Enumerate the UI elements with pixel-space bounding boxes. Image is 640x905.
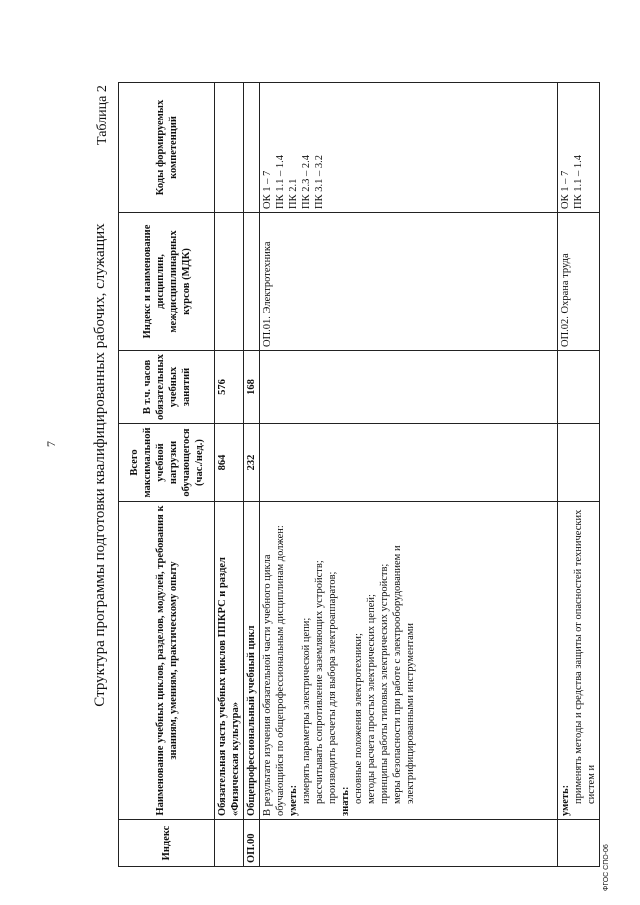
op01-znat-item: принципы работы типовых электрических устройств; (379, 563, 390, 804)
op01-znat-item: меры безопасности при работе с электрооборудованием и электрифицированными инструментами (392, 545, 416, 804)
competency-code: ПК 1.1 – 1.4 (573, 155, 584, 209)
header-name: Наименование учебных циклов, разделов, модулей, требования к знаниям, умениям, практическому опыту (119, 502, 215, 820)
op01-umet-label: уметь: (288, 784, 299, 816)
structure-table (118, 82, 600, 867)
header-mandatory: В т.ч. часов обязательных учебных занятий (119, 351, 215, 424)
row-op-total: 232 (244, 424, 260, 502)
table-row (244, 83, 260, 867)
row-mandatory-part-mandatory: 576 (215, 351, 244, 424)
competency-code: ПК 2.3 – 2.4 (301, 155, 312, 209)
op01-requirements (260, 502, 558, 820)
op01-znat-label: знать: (340, 786, 351, 816)
header-competencies: Коды формируемых компетенций (119, 83, 215, 213)
op02-umet-item: применять методы и средства защиты от опасностей технических систем и (573, 509, 597, 804)
op01-discipline: ОП.01. Электротехника (260, 213, 558, 351)
competency-code: ОК 1 – 7 (560, 170, 571, 209)
table-label: Таблица 2 (95, 85, 110, 145)
header-discipline: Индекс и наименование дисциплин, междисциплинарных курсов (МДК) (119, 213, 215, 351)
op02-requirements (558, 502, 600, 820)
competency-code: ПК 1.1 – 1.4 (275, 155, 286, 209)
op01-znat-item: методы расчета простых электрических цепей; (366, 594, 377, 804)
competency-code: ПК 3.1 – 3.2 (314, 155, 325, 209)
table-header-row (119, 83, 215, 867)
competency-code: ОК 1 – 7 (262, 170, 273, 209)
op01-umet-item: рассчитывать сопротивление заземляющих устройств; (314, 560, 325, 804)
competency-code: ПК 2.1 (288, 178, 299, 209)
table-row (260, 83, 558, 867)
row-mandatory-part-total: 864 (215, 424, 244, 502)
op02-umet-label: уметь: (560, 784, 571, 816)
row-mandatory-part-name: Обязательная часть учебных циклов ППКРС и раздел «Физическая культура» (215, 502, 244, 820)
page-number: 7 (44, 441, 58, 447)
document-title: Структура программы подготовки квалифицированных рабочих, служащих (92, 223, 108, 707)
op02-discipline: ОП.02. Охрана труда (558, 213, 600, 351)
footer-code: ФГОС СПО-06 (603, 844, 610, 891)
row-op-name: Общепрофессиональный учебный цикл (244, 502, 260, 820)
op02-competencies (558, 83, 600, 213)
op01-umet-item: измерять параметры электрической цепи; (301, 617, 312, 804)
op01-znat-item: основные положения электротехники; (353, 633, 364, 804)
row-op-mandatory: 168 (244, 351, 260, 424)
table-row (558, 83, 600, 867)
header-total: Всего максимальной учебной нагрузки обучающегося (час./нед.) (119, 424, 215, 502)
table-row (215, 83, 244, 867)
header-index: Индекс (119, 820, 215, 867)
op01-intro: В результате изучения обязательной части учебного цикла обучающийся по общепрофессиональным дисциплинам должен: (262, 525, 286, 816)
op01-umet-item: производить расчеты для выбора электроаппаратов; (327, 571, 338, 804)
op01-competencies (260, 83, 558, 213)
row-op-index: ОП.00 (244, 820, 260, 867)
